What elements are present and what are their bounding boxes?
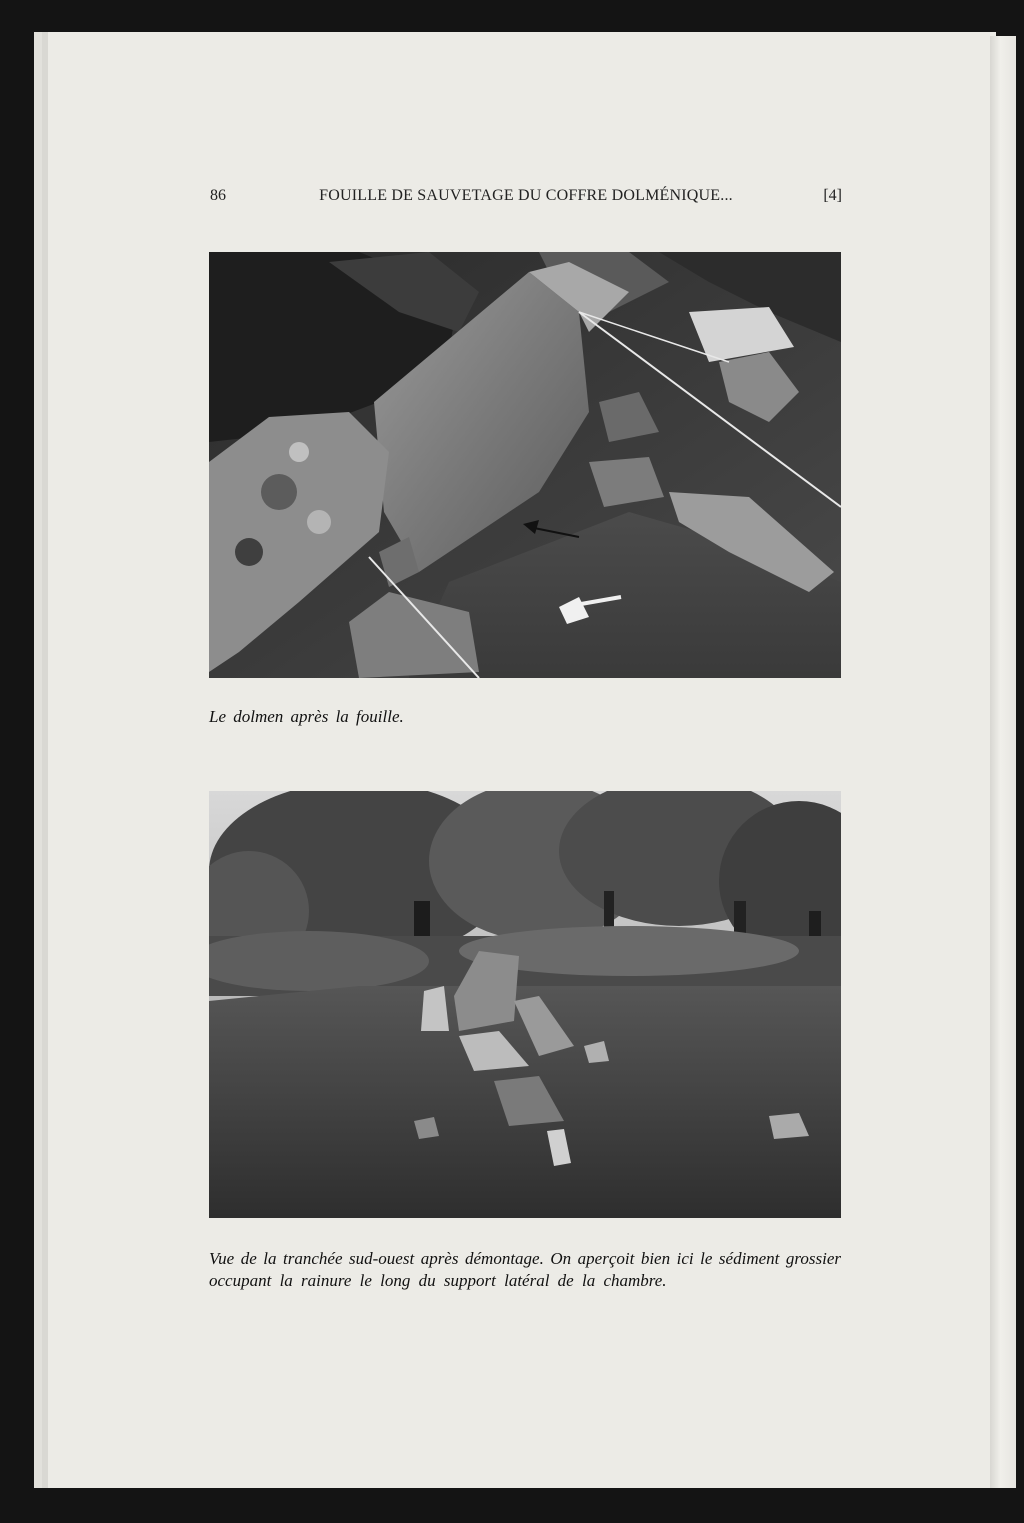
running-title: FOUILLE DE SAUVETAGE DU COFFRE DOLMÉNIQUE... [319, 187, 733, 204]
photo-dolmen-after-excavation [209, 252, 841, 678]
trench-photo-image [209, 791, 841, 1218]
page-header [210, 187, 842, 209]
section-reference: [4] [823, 187, 842, 204]
page-number: 86 [210, 187, 226, 204]
figure-caption-1: Le dolmen après la fouille. [209, 707, 404, 726]
dolmen-photo-image [209, 252, 841, 678]
photo-southwest-trench [209, 791, 841, 1218]
figure-caption-2-line-2: occupant la rainure le long du support latéral de la chambre. [209, 1271, 667, 1290]
figure-caption-2 [209, 1248, 841, 1292]
figure-caption-2-line-1: Vue de la tranchée sud-ouest après démontage. On aperçoit bien ici le sédiment grossier [209, 1249, 841, 1268]
facing-page-edge [990, 36, 1016, 1488]
